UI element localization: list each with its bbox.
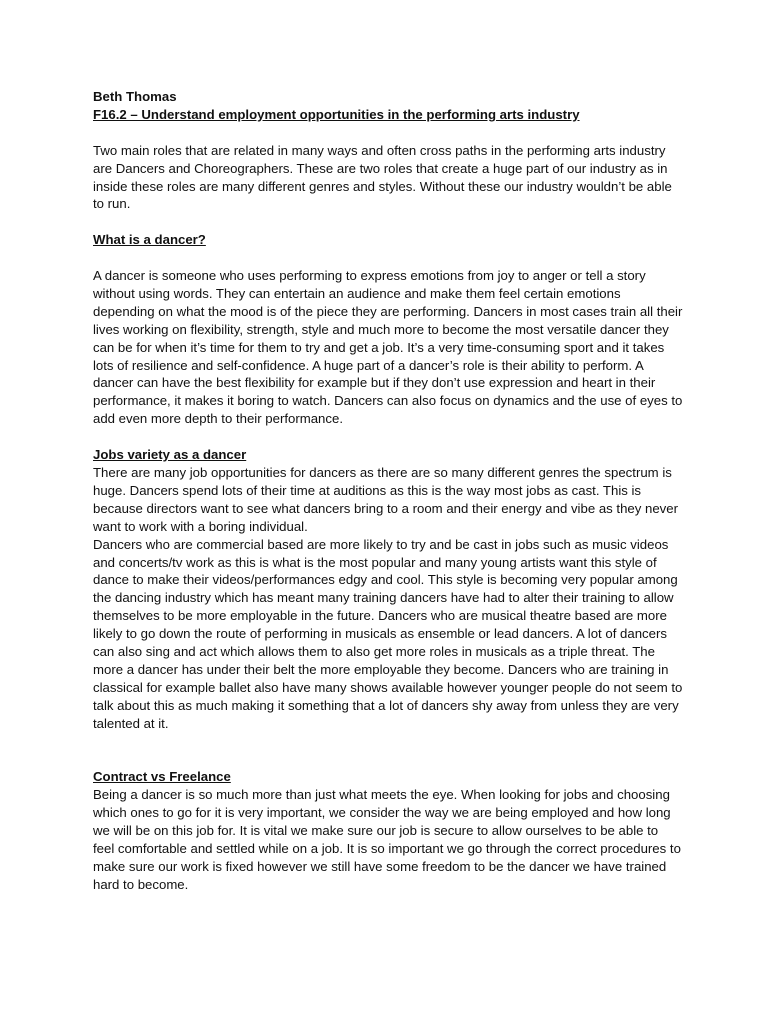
section-paragraph: A dancer is someone who uses performing to express emotions from joy to anger or tell a story without using words. They can entertain an audience and make them feel certain emotions depending on what the mood is of the piece they are performing. Dancers in most cases train all their lives working on flexibility, strength, style and much more to become the most versatile dancer they can be for when it’s time for them to try and get a job. It’s a very time-consuming sport and it takes lots of resilience and self-confidence. A huge part of a dancer’s role is their ability to perform. A dancer can have the best flexibility for example but if they don’t use expression and heart in their performance, it makes it boring to watch. Dancers can also focus on dynamics and the use of eyes to add even more depth to their performance. [93,268,683,427]
document-title: F16.2 – Understand employment opportunities in the performing arts industry [93,106,580,122]
section-heading-what-is-a-dancer: What is a dancer? [93,232,206,248]
spacer [93,249,683,267]
spacer [93,124,683,142]
spacer [93,428,683,446]
intro-paragraph: Two main roles that are related in many ways and often cross paths in the performing arts industry are Dancers and Choreographers. These are two roles that create a huge part of our industry as in inside these roles are many different genres and styles. Without these our industry wouldn’t be able to run. [93,142,672,212]
author-name: Beth Thomas [93,89,177,104]
section-paragraph: Dancers who are commercial based are more likely to try and be cast in jobs such as music videos and concerts/tv work as this is what is the most popular and many young artists want this style of dance to make their videos/performances edgy and cool. This style is becoming very popular among the dancing industry which has meant many training dancers have had to alter their training to allow themselves to be more employable in the future. Dancers who are musical theatre based are more likely to go down the route of performing in musicals as ensemble or lead dancers. A lot of dancers can also sing and act which allows them to also get more roles in musicals as a triple threat. The more a dancer has under their belt the more employable they become. Dancers who are training in classical for example ballet also have many shows available however younger people do not seem to talk about this as much making it something that a lot of dancers shy away from unless they are very talented at it. [93,536,683,731]
section-paragraph: Being a dancer is so much more than just what meets the eye. When looking for jobs and choosing which ones to go for it is very important, we consider the way we are being employed and how long we will be on this job for. It is vital we make sure our job is secure to allow ourselves to be able to feel comfortable and settled while on a job. It is so important we go through the correct procedures to make sure our work is fixed however we still have some freedom to be the dancer we have trained hard to become. [93,787,681,892]
spacer [93,733,683,769]
section-paragraph: There are many job opportunities for dancers as there are so many different genres the spectrum is huge. Dancers spend lots of their time at auditions as this is the way most jobs as cast. This is because directors want to see what dancers bring to a room and their energy and vibe as they never want to work with a boring individual. [93,464,678,534]
spacer [93,213,683,231]
section-heading-jobs-variety: Jobs variety as a dancer [93,447,247,463]
section-heading-contract-vs-freelance: Contract vs Freelance [93,769,231,785]
document-page [93,88,683,894]
